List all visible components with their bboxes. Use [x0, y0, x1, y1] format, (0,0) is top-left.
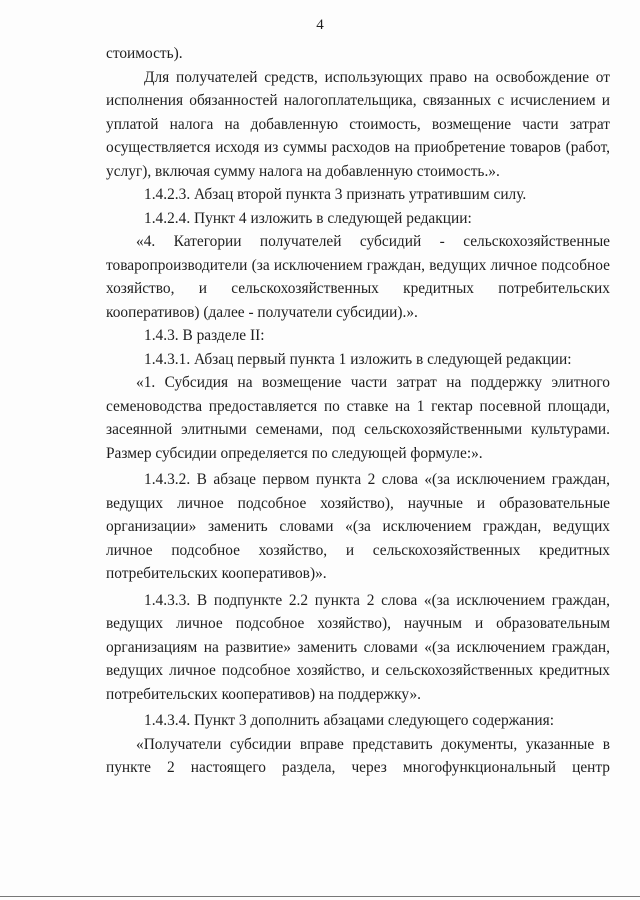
paragraph-1-4-3: 1.4.3. В разделе II:: [144, 327, 265, 344]
page-number: 4: [316, 17, 324, 33]
paragraph-vat-exemption: Для получателей средств, использующих право на освобождение от исполнения обязанностей налогоплательщика, связанных с исчислением и уплатой налога на добавленную стоимость, возмещение части затрат осуществляется исходя из суммы расходов на приобретение товаров (работ, услуг), включая сумму налога на добавленную стоимость.».: [106, 68, 610, 180]
paragraph-1-4-3-4: 1.4.3.4. Пункт 3 дополнить абзацами следующего содержания:: [144, 712, 554, 729]
paragraph-1-4-3-2: 1.4.3.2. В абзаце первом пункта 2 слова «(за исключением граждан, ведущих личное подсобное хозяйство), научные и образовательные организации» заменить словами «(за исключением граждан, ведущих личное подсобное хозяйство, и сельскохозяйственных кредитных потребительских кооперативов)».: [106, 471, 610, 582]
paragraph-quote-recipients: «Получатели субсидии вправе представить документы, указанные в пункте 2 настоящего раздела, через многофункциональный центр: [106, 735, 610, 776]
paragraph-1-4-2-4: 1.4.2.4. Пункт 4 изложить в следующей редакции:: [144, 209, 472, 227]
paragraph-continuation: стоимость).: [106, 45, 183, 62]
paragraph-quote-categories: «4. Категории получателей субсидий - сельскохозяйственные товаропроизводители (за исключением граждан, ведущих личное подсобное хозяйство, и сельскохозяйственных кредитных потребительских кооперативов) (далее - получатели субсидии).».: [106, 233, 610, 321]
paragraph-1-4-2-3: 1.4.2.3. Абзац второй пункта 3 признать утратившим силу.: [144, 186, 527, 203]
paragraph-1-4-3-3: 1.4.3.3. В подпункте 2.2 пункта 2 слова «(за исключением граждан, ведущих личное подсобное хозяйство), научным и образовательным организациям на развитие» заменить словами «(за исключением граждан, ведущих личное подсобное хозяйство, и сельскохозяйственных кредитных потребительских кооперативов) на поддержку».: [106, 591, 610, 703]
paragraph-quote-subsidy: «1. Субсидия на возмещение части затрат на поддержку элитного семеноводства предоставляется по ставке на 1 гектар посевной площади, засеянной элитными семенами, под сельскохозяйственными культурами. Размер субсидии определяется по следующей формуле:».: [106, 374, 610, 462]
document-body: [106, 42, 610, 780]
paragraph-1-4-3-1: 1.4.3.1. Абзац первый пункта 1 изложить в следующей редакции:: [144, 350, 572, 368]
scan-edge-line: [0, 896, 640, 897]
